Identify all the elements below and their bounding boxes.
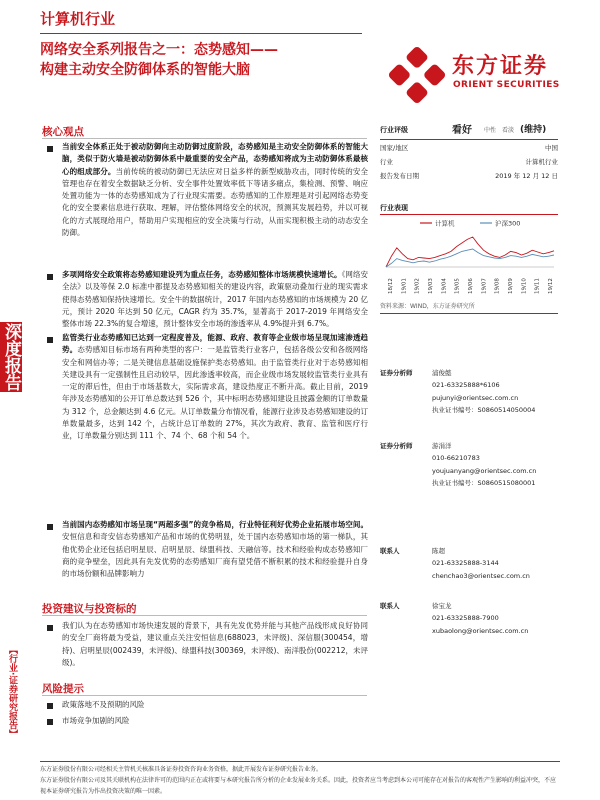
title-line-2: 构建主动安全防御体系的智能大脑	[40, 62, 250, 78]
x-tick-label: 19/12	[548, 278, 554, 294]
info-row-industry	[380, 157, 558, 166]
analyst-role: 证券分析师	[380, 442, 413, 450]
x-tick-label: 19/01	[401, 278, 408, 294]
analyst-name: 陈超	[432, 547, 445, 555]
analyst-contact: 010-66210783	[432, 454, 480, 463]
investment-heading: 投资建议与投资标的	[42, 603, 137, 615]
logo-english: ORIENT SECURITIES	[453, 80, 560, 90]
rating-action: (维持)	[520, 125, 547, 135]
info-value: 2019 年 12 月 12 日	[495, 172, 558, 180]
analyst-role: 证券分析师	[380, 369, 413, 377]
info-key: 行业	[380, 158, 393, 166]
core-view-1-text: 当前传统的被动防御已无法应对日益多样的新型威胁攻击，同时传统的安全管理也存在着安全数据缺乏分析、安全事件处置效率低下等诸多痛点，集检测、预警、响应处置功能为一体的态势感知成为了行业现实需要。态势感知的工作原理是对引起网络态势变化的安全要素信息进行获取、理解，评估整体网络安全的状况，预测其发展趋势，并以可视化的方式展现给用户，帮助用户实现相应的安全决策与行动，从而实现积极主动的动态安全防御。	[62, 166, 368, 238]
x-tick-label: 18/12	[388, 278, 394, 294]
analyst-email[interactable]: xubaolong@orientsec.com.cn	[432, 626, 529, 635]
analyst-email[interactable]: pujunyi@orientsec.com.cn	[432, 393, 519, 402]
analyst-role: 联系人	[380, 547, 400, 555]
footer-divider	[40, 761, 560, 762]
x-tick-label: 19/04	[441, 278, 448, 294]
rating-divider	[380, 139, 558, 140]
analyst-contact: 021-63325888*6106	[432, 381, 500, 390]
analyst-name: 浦俊懿	[432, 369, 452, 377]
analyst-name: 游涓洋	[432, 442, 452, 450]
x-tick-label: 19/08	[494, 278, 501, 294]
core-view-3-bold: 监管类行业态势感知已达到一定程度普及，能源、政府、教育等企业级市场呈现加速渗透趋势。	[62, 333, 368, 355]
bullet-icon	[47, 703, 53, 709]
x-tick-label: 19/11	[534, 278, 541, 294]
analyst-contact: 执业证书编号：S0860515080001	[432, 478, 536, 487]
risk-item-1: 政策落地不及预期的风险	[62, 700, 145, 709]
bullet-icon	[47, 337, 53, 343]
risk-item-2: 市场竞争加剧的风险	[62, 716, 130, 725]
core-view-1-bold: 当前安全体系正处于被动防御向主动防御过度阶段，态势感知是主动安全防御体系的智能大脑，类似于防火墙是被动防御体系中最重要的安全产品，态势感知将成为主动防御体系最核心的组成部分。	[62, 142, 368, 176]
x-tick-label: 19/09	[508, 278, 514, 294]
chart-bottom-divider	[380, 313, 558, 314]
chart-source: 资料来源：WIND，东方证券研究所	[380, 303, 475, 310]
analyst-contact: 021-63325888-3144	[432, 559, 499, 568]
info-key: 国家/地区	[380, 144, 409, 152]
core-view-3-text: 态势感知目标市场有两种类型的客户：一是监管类行业客户，包括各级公安和各级网络安全和网信办等；二是关键信息基础设施保护类态势感知。由于监管类行业对于态势感知相关建设具有一定强制性且启动较早，因此渗透率较高，而企业级市场发展较监管类行业具有一定的滞后性，但由于市场基数大，实际需求高，建设热度正不断升高。截止目前，2019 年涉及态势感知的公开订单总数达到 526 个，其中标明态势感知建设且披露金额的订单数量为 312 个，总金额达到 4.6 亿元。从订单数量分布情况看，能源行业涉及态势感知建设的订单数量最多，达到 142 个，占统计总订单数的 27%，其次为政府、教育、监管和医疗行业，订单数量分别达到 111 个、74 个、68 个和 54 个。	[62, 345, 369, 441]
core-view-4-bold: 当前国内态势感知市场呈现“两超多强”的竞争格局，行业特征利好优势企业拓展市场空间。	[62, 520, 368, 529]
orient-logo-icon	[388, 46, 446, 104]
analyst-email[interactable]: chenchao3@orientsec.com.cn	[432, 571, 530, 580]
rating-scale-negative: 看淡	[502, 127, 515, 134]
info-row-date	[380, 171, 558, 180]
footer-line-2: 东方证券股份有限公司及其关联机构在法律许可的范围内正在或将要与本研究报告所分析的企业发展业务关系。因此，投资者应当考虑到本公司可能存在对报告的客观性产生影响的利益冲突，不应视本证券研究报告为作出投资决策的唯一因素。	[40, 777, 557, 795]
investment-text: 我们认为在态势感知市场快速发展的背景下，具有先发优势并能与其他产品线形成良好协同的安全厂商将最为受益，建议重点关注安恒信息(688023，未评级)、深信服(300454，增持)、启明星辰(002439，未评级)、绿盟科技(300369，未评级)、南洋股份(002212，未评级)。	[62, 621, 368, 667]
analyst-name: 徐宝龙	[432, 602, 452, 610]
investment-divider	[42, 615, 367, 616]
header-divider	[40, 33, 362, 34]
bullet-icon	[47, 719, 53, 725]
x-tick-label: 19/05	[454, 278, 461, 294]
analyst-contact: 执业证书编号：S0860514050004	[432, 405, 536, 414]
bullet-icon	[47, 274, 53, 280]
core-view-item-2	[62, 269, 368, 330]
x-tick-label: 19/06	[468, 278, 474, 294]
performance-chart	[380, 217, 560, 295]
rating-block	[380, 121, 558, 137]
bullet-icon	[47, 524, 53, 530]
core-view-item-4	[62, 519, 368, 580]
core-view-item-1	[62, 141, 368, 239]
analyst-role: 联系人	[380, 602, 400, 610]
info-row-region	[380, 143, 558, 152]
x-tick-label: 19/10	[521, 278, 528, 294]
logo-chinese: 东方证券	[452, 54, 549, 79]
side-note: 【行业·证券研究报告】	[7, 645, 17, 739]
bullet-icon	[47, 146, 53, 152]
chart-title: 行业表现	[380, 204, 408, 212]
risks-heading: 风险提示	[42, 683, 84, 695]
core-views-divider	[42, 138, 367, 139]
rating-value: 看好	[452, 125, 472, 136]
core-view-4-text: 安恒信息和奇安信态势感知产品和市场的优势明显，处于国内态势感知市场的第一梯队，其他优势企业还包括启明星辰、启明星辰、绿盟科技、天融信等。技术和经验构成态势感知厂商的竞争壁垒，因此具有先发优势的态势感知厂商有望凭借不断积累的技术和经验提升自身的市场份额和品牌影响力	[62, 532, 368, 579]
chart-title-divider	[380, 214, 558, 215]
risks-divider	[42, 695, 367, 696]
core-view-2-text: 《网络安全法》以及等保 2.0 标准中都提及态势感知相关的建设内容，政策驱动叠加行业的现实需求使得态势感知保持快速增长。安全牛的数据统计，2017 年国内态势感知的市场规模为 20 亿元，预计 2020 年达到 50 亿元，CAGR 约为 35.7%，显著高于 2017-2019 年网络安全整体市场 22.3%的复合增速，预计整体安全市场的渗透率从 4.9%提升到 6.7%。	[62, 270, 369, 329]
report-type-tab: 深度报告	[1, 323, 21, 391]
info-key: 报告发布日期	[380, 172, 419, 180]
info-value: 计算机行业	[525, 158, 558, 166]
rating-label: 行业评级	[380, 126, 408, 134]
report-title	[40, 40, 370, 80]
core-view-item-3	[62, 332, 368, 443]
x-tick-label: 19/07	[481, 278, 488, 294]
analyst-email[interactable]: youjuanyang@orientsec.com.cn	[432, 466, 537, 475]
title-line-1: 网络安全系列报告之一：态势感知——	[40, 42, 278, 58]
x-tick-label: 19/03	[428, 278, 434, 294]
analyst-contact: 021-63325888-7900	[432, 614, 499, 623]
legend-label-1: 沪深300	[495, 219, 521, 228]
bullet-icon	[47, 625, 53, 631]
info-value: 中国	[545, 144, 558, 152]
core-view-2-bold: 多项网络安全政策将态势感知建设列为重点任务，态势感知整体市场规模快速增长。	[62, 270, 342, 279]
core-views-heading: 核心观点	[42, 126, 84, 138]
industry-label: 计算机行业	[40, 10, 116, 28]
x-tick-label: 19/02	[414, 278, 421, 294]
footer-line-1: 东方证券股份有限公司经相关主管机关核准具备证券投资咨询业务资格，据此开展发布证券研究报告业务。	[40, 766, 323, 773]
footer	[40, 764, 560, 797]
legend-label-0: 计算机	[435, 219, 455, 228]
rating-scale-neutral: 中性	[484, 127, 497, 134]
